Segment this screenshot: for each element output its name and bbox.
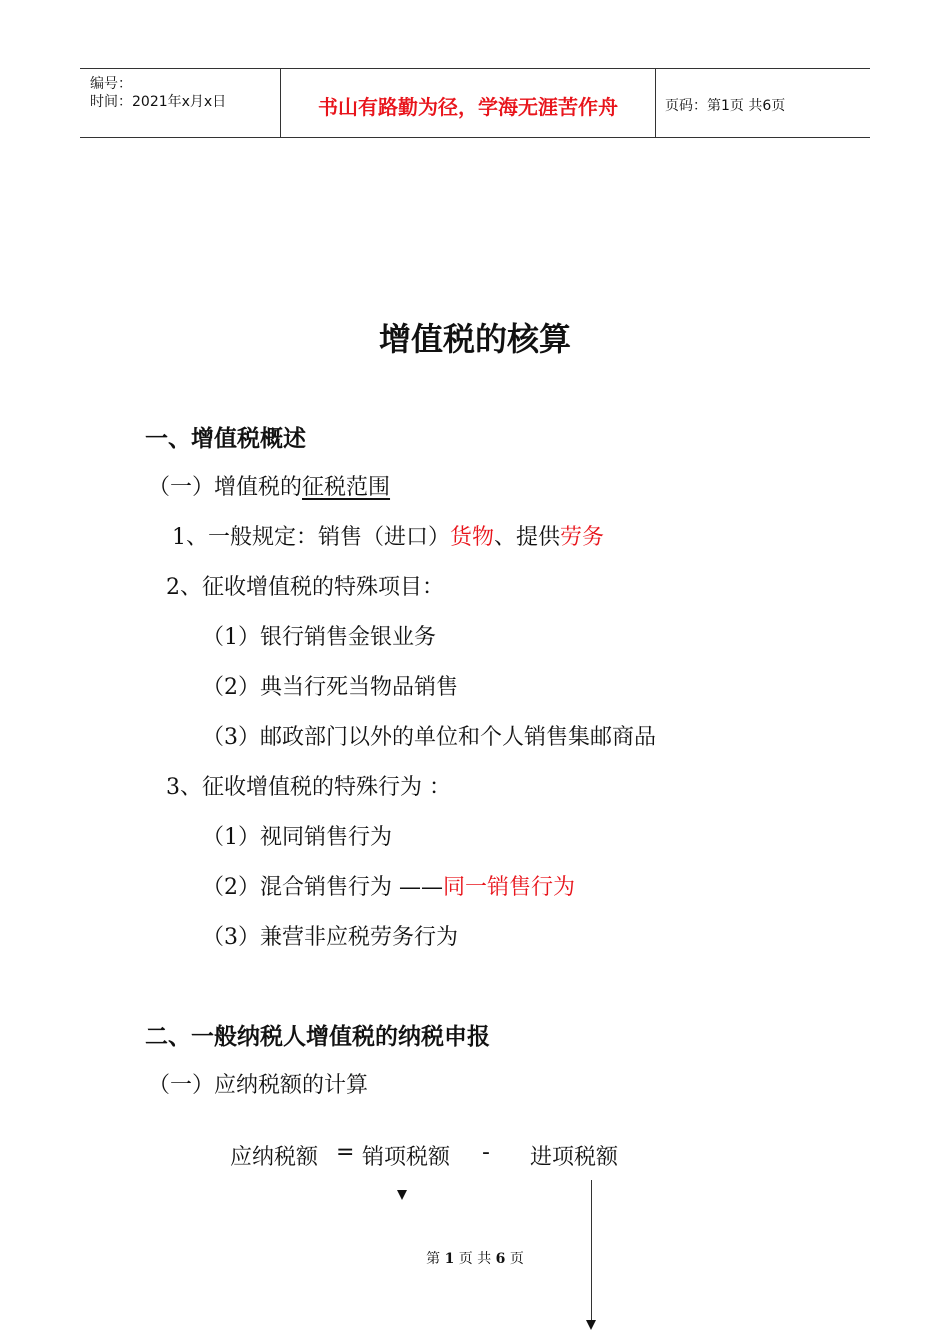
formula-equals: = <box>336 1140 355 1165</box>
item-2-2: （2）典当行死当物品销售 <box>202 675 458 700</box>
formula-minus: - <box>482 1140 490 1165</box>
footer-total-pages: 6 <box>495 1251 506 1267</box>
header-motto-cell <box>280 69 656 137</box>
item-3-2-highlight: 同一销售行为 <box>443 875 576 900</box>
page-footer <box>0 1248 950 1268</box>
item-1-mid: 、提供 <box>494 525 561 550</box>
footer-ye: 页 <box>509 1251 524 1267</box>
item-1-text: 1、一般规定：销售（进口） <box>172 525 450 550</box>
footer-di: 第 <box>426 1251 441 1267</box>
item-3-special-acts: 3、征收增值税的特殊行为 ： <box>166 775 451 800</box>
input-tax-arrow-icon <box>586 1320 596 1330</box>
item-3-2 <box>202 870 575 901</box>
section-1-heading: 一、增值税概述 <box>145 426 306 452</box>
page-header <box>80 68 870 138</box>
item-1-services: 劳务 <box>560 525 605 550</box>
time-label: 时间：2021年x月x日 <box>90 94 227 110</box>
item-3-1: （1）视同销售行为 <box>202 825 392 850</box>
item-2-special-items: 2、征收增值税的特殊项目： <box>166 575 444 600</box>
header-page-info: 页码：第1页 共6页 <box>665 98 786 114</box>
item-1-general-rule <box>172 520 604 551</box>
subheading-text: （一）增值税的 <box>148 475 303 500</box>
formula-output-tax: 销项税额 <box>362 1145 451 1170</box>
item-1-goods: 货物 <box>450 525 495 550</box>
section-2-subheading: （一）应纳税额的计算 <box>148 1073 369 1098</box>
output-tax-arrow-icon <box>397 1190 407 1200</box>
item-2-3: （3）邮政部门以外的单位和个人销售集邮商品 <box>202 725 656 750</box>
tax-scope-underlined: 征税范围 <box>302 475 391 500</box>
header-motto: 书山有路勤为径，学海无涯苦作舟 <box>318 95 618 119</box>
document-title: 增值税的核算 <box>378 320 571 358</box>
formula-payable-tax: 应纳税额 <box>230 1145 319 1170</box>
footer-page-number: 1 <box>444 1251 455 1267</box>
section-2-heading: 二、一般纳税人增值税的纳税申报 <box>145 1024 490 1050</box>
item-2-1: （1）银行销售金银业务 <box>202 625 436 650</box>
item-3-2-text: （2）混合销售行为 —— <box>202 875 443 900</box>
section-1-subheading <box>148 470 390 501</box>
header-page-cell <box>655 69 870 137</box>
item-3-3: （3）兼营非应税劳务行为 <box>202 925 458 950</box>
footer-ye-gong: 页 共 <box>458 1251 492 1267</box>
formula-input-tax: 进项税额 <box>530 1145 619 1170</box>
serial-number-label: 编号： <box>90 76 132 92</box>
header-meta-cell <box>80 69 280 137</box>
